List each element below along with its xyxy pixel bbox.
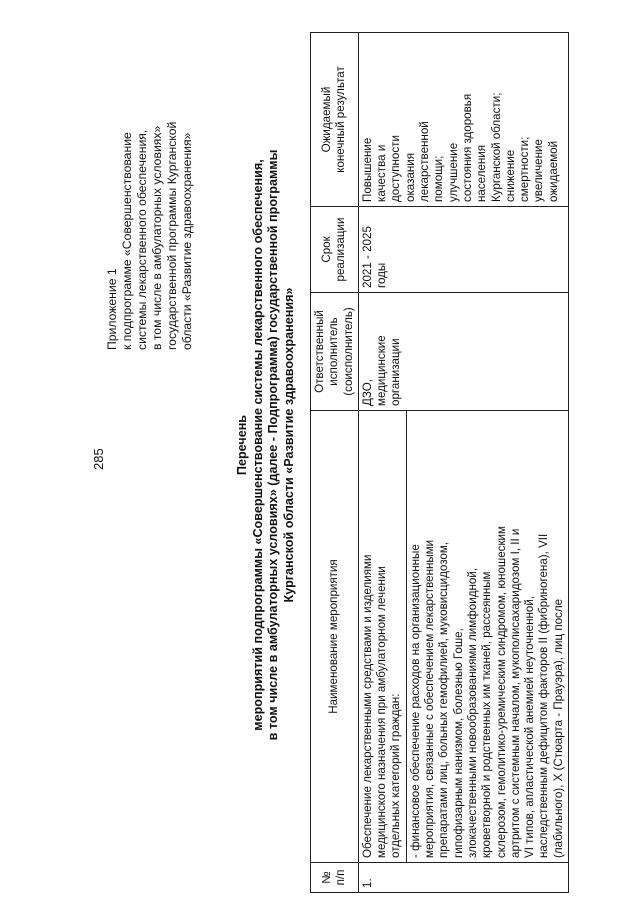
header-num: № п/п bbox=[311, 863, 359, 893]
header-name: Наименование мероприятия bbox=[311, 411, 359, 863]
row-name-main: Обеспечение лекарственными средствами и изделиями медицинского назначения при амбулаторном лечении отдельных категорий граждан: bbox=[358, 411, 406, 863]
header-result: Ожидаемый конечный результат bbox=[311, 33, 359, 207]
appendix-line: области «Развитие здравоохранения» bbox=[180, 132, 194, 350]
page-number: 285 bbox=[91, 448, 106, 470]
document-title bbox=[235, 45, 297, 845]
row-num: 1. bbox=[358, 863, 568, 893]
title-line: мероприятий подпрограммы «Совершенствование системы лекарственного обеспечения, bbox=[250, 159, 265, 731]
appendix-line: Приложение 1 bbox=[105, 268, 119, 350]
appendix-line: государственной программы Курганской bbox=[165, 121, 179, 350]
table-row bbox=[358, 33, 406, 893]
row-name-sub: - финансовое обеспечение расходов на организационные мероприятия, связанные с обеспечением лекарственными препаратами лиц, больных гемофилией, муковисцидозом, гипофизарным нанизмом, болезнью Гоше, злокачественными новообразованиями лимфоидной, кроветворной и родственных им тканей, рассеянным склерозом, гемолитико-уремическим синдромом, юношеским артритом с системным началом, мукополисахаридозом I, II и VI типов, апластической анемией неуточненной, наследственным дефицитом факторов II (фибриногена), VII (лабильного), X (Стюарта - Прауэра), лиц после bbox=[406, 411, 568, 863]
row-result: Повышение качества и доступности оказания лекарственной помощи; улучшение состояния здоровья населения Курганской области; снижение смертности; увеличение ожидаемой bbox=[358, 33, 568, 207]
title-line: Курганской области «Развитие здравоохранения» bbox=[281, 287, 296, 603]
appendix-line: к подпрограмме «Совершенствование bbox=[120, 132, 134, 350]
table-header-row bbox=[311, 33, 359, 893]
header-period: Срок реализации bbox=[311, 207, 359, 293]
measures-table bbox=[310, 32, 569, 893]
header-executor: Ответственный исполнитель (соисполнитель) bbox=[311, 293, 359, 411]
appendix-line: в том числе в амбулаторных условиях» bbox=[150, 125, 164, 350]
appendix-line: системы лекарственного обеспечения, bbox=[135, 129, 149, 350]
appendix-note bbox=[105, 20, 195, 350]
title-line: Перечень bbox=[235, 414, 249, 476]
title-line: в том числе в амбулаторных условиях» (далее - Подпрограмма) государственной программы bbox=[266, 149, 280, 741]
row-executor: ДЗО, медицинские организации bbox=[358, 293, 568, 411]
row-period: 2021 - 2025 годы bbox=[358, 207, 568, 293]
